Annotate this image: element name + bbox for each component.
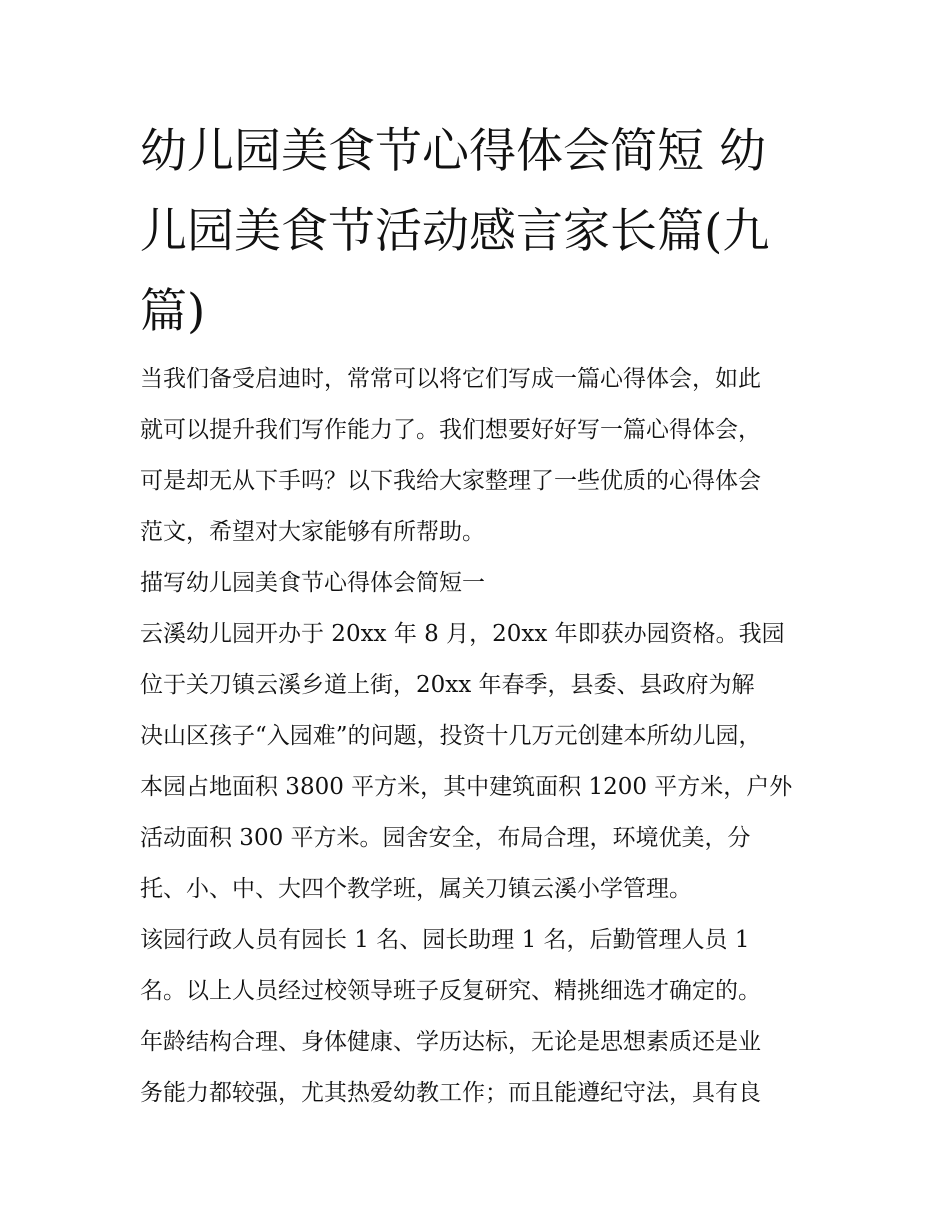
title-line: 儿园美食节活动感言家长篇(九 <box>140 204 770 259</box>
document-title <box>140 112 820 352</box>
paragraph-line: 云溪幼儿园开办于 20xx 年 8 月，20xx 年即获办园资格。我园 <box>140 621 785 647</box>
paragraph-line: 决山区孩子“入园难”的问题，投资十几万元创建本所幼儿园， <box>140 723 762 749</box>
paragraph-line: 本园占地面积 3800 平方米，其中建筑面积 1200 平方米，户外 <box>140 774 793 800</box>
intro-line: 可是却无从下手吗？以下我给大家整理了一些优质的心得体会 <box>140 468 761 494</box>
document-body <box>140 354 830 1119</box>
paragraph-line: 务能力都较强，尤其热爱幼教工作；而且能遵纪守法，具有良 <box>140 1080 761 1106</box>
title-line: 篇) <box>140 284 206 339</box>
intro-line: 就可以提升我们写作能力了。我们想要好好写一篇心得体会， <box>140 417 761 443</box>
title-line: 幼儿园美食节心得体会简短 幼 <box>140 124 766 179</box>
section-heading: 描写幼儿园美食节心得体会简短一 <box>140 570 485 596</box>
paragraph-line: 托、小、中、大四个教学班，属关刀镇云溪小学管理。 <box>140 876 692 902</box>
intro-line: 当我们备受启迪时，常常可以将它们写成一篇心得体会，如此 <box>140 366 761 392</box>
paragraph-line: 该园行政人员有园长 1 名、园长助理 1 名，后勤管理人员 1 <box>140 927 750 953</box>
paragraph-line: 名。以上人员经过校领导班子反复研究、精挑细选才确定的。 <box>140 978 761 1004</box>
paragraph-line: 活动面积 300 平方米。园舍安全，布局合理，环境优美，分 <box>140 825 751 851</box>
paragraph-line: 位于关刀镇云溪乡道上街，20xx 年春季，县委、县政府为解 <box>140 672 755 698</box>
paragraph-line: 年龄结构合理、身体健康、学历达标，无论是思想素质还是业 <box>140 1029 761 1055</box>
intro-line: 范文，希望对大家能够有所帮助。 <box>140 519 485 545</box>
